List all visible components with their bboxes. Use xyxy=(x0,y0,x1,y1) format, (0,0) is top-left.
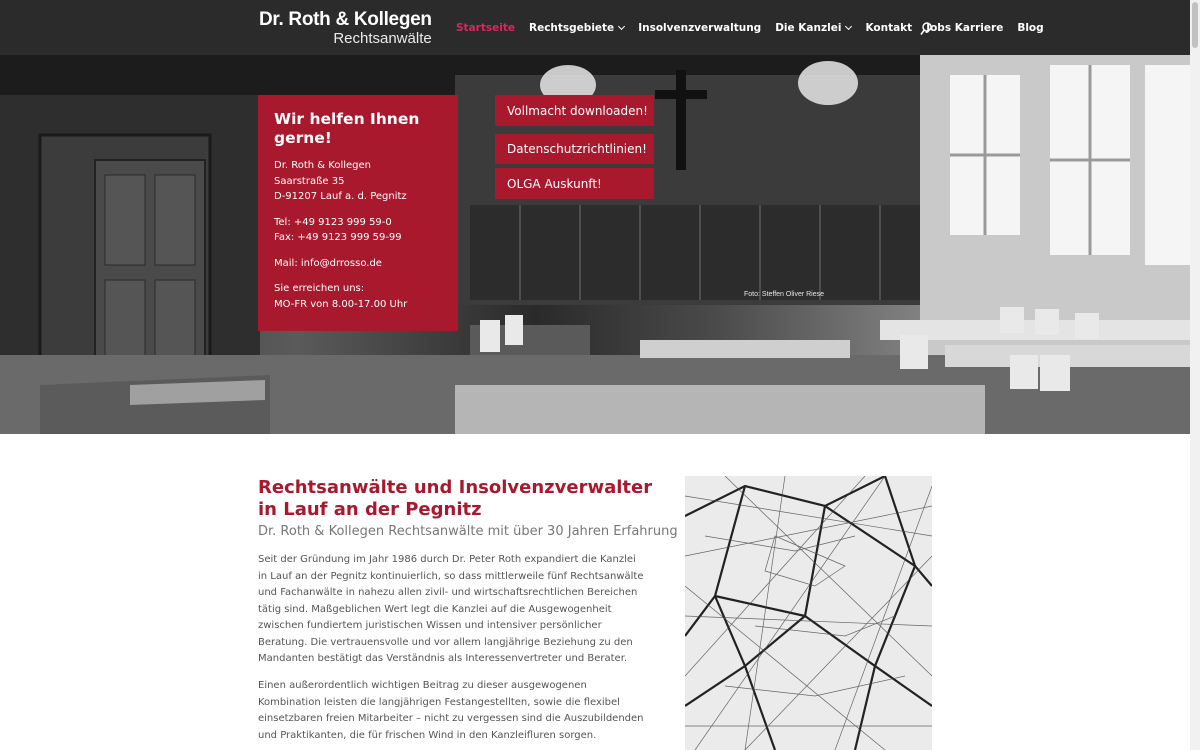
nav-item-kontakt[interactable] xyxy=(865,22,912,34)
contact-name: Dr. Roth & Kollegen xyxy=(274,160,372,171)
nav-label: Rechtsgebiete xyxy=(528,21,615,34)
scrollbar-thumb[interactable] xyxy=(1192,2,1198,48)
site-header xyxy=(0,0,1190,55)
contact-city: D-91207 Lauf a. d. Pegnitz xyxy=(274,191,407,202)
contact-box xyxy=(258,95,458,331)
contact-mail[interactable]: Mail: info@drrosso.de xyxy=(274,257,382,269)
main-nav xyxy=(456,0,1058,55)
nav-item-die-kanzlei[interactable] xyxy=(775,22,851,34)
contact-tel[interactable]: Tel: +49 9123 999 59-0 xyxy=(274,216,392,228)
nav-label: Die Kanzlei xyxy=(775,21,842,34)
olga-auskunft-button[interactable]: OLGA Auskunft! xyxy=(495,168,654,199)
contact-street: Saarstraße 35 xyxy=(274,175,345,187)
contact-hours-value: MO-FR von 8.00-17.00 Uhr xyxy=(274,298,408,310)
nav-item-blog[interactable] xyxy=(1017,22,1043,34)
logo-title: Dr. Roth & Kollegen xyxy=(259,9,432,30)
page-heading-line2: in Lauf an der Pegnitz xyxy=(258,499,482,520)
logo-subtitle: Rechtsanwälte xyxy=(333,30,432,47)
contact-hours xyxy=(274,281,442,312)
nav-item-rechtsgebiete[interactable] xyxy=(529,22,624,34)
nav-label: Insolvenzverwaltung xyxy=(638,21,762,34)
chevron-down-icon xyxy=(845,22,852,29)
nav-item-startseite[interactable] xyxy=(456,22,515,34)
scrollbar[interactable] xyxy=(1190,0,1200,750)
contact-email xyxy=(274,256,442,272)
nav-label: Kontakt xyxy=(865,21,913,34)
sculpture-image xyxy=(685,476,932,750)
chevron-down-icon xyxy=(618,22,625,29)
nav-item-insolvenzverwaltung[interactable] xyxy=(638,22,761,34)
page-subtitle: Dr. Roth & Kollegen Rechtsanwälte mit über 30 Jahren Erfahrung xyxy=(258,524,678,539)
contact-address xyxy=(274,158,442,205)
intro-paragraph-1: Seit der Gründung im Jahr 1986 durch Dr. Peter Roth expandiert die Kanzlei in Lauf an der Pegnitz kontinuierlich, so dass mittlerweile fünf Rechtsanwälte und Fachanwälte in nahezu allen zivil- und wirtschaftsrechtlichen Bereichen tätig sind. Maßgeblichen Wert legt die Kanzlei auf die Ausgewogenheit zwischen fundiertem juristischen Wissen und intensiver persönlicher Beratung. Die vertrauensvolle und vor allem langjährige Beziehung zu den Mandanten bestätigt das Verständnis als Interessenvertreter und Berater. xyxy=(258,554,644,664)
contact-fax: Fax: +49 9123 999 59-99 xyxy=(274,232,402,243)
logo[interactable] xyxy=(259,9,432,47)
nav-label: Jobs Karriere xyxy=(926,21,1004,34)
nav-label: Startseite xyxy=(456,21,515,34)
contact-title: Wir helfen Ihnen gerne! xyxy=(274,110,420,147)
page-heading-line1: Rechtsanwälte und Insolvenzverwalter xyxy=(258,477,653,498)
contact-hours-label: Sie erreichen uns: xyxy=(274,283,365,294)
web-sculpture-illustration xyxy=(685,476,932,750)
nav-label: Blog xyxy=(1017,21,1044,34)
page-heading xyxy=(258,477,658,521)
nav-item-jobs-karriere[interactable] xyxy=(926,22,1003,34)
vollmacht-download-button[interactable]: Vollmacht downloaden! xyxy=(495,95,654,126)
contact-phone xyxy=(274,215,442,246)
photo-credit: Foto: Steffen Oliver Riese xyxy=(744,291,825,298)
search-icon[interactable] xyxy=(920,22,932,36)
intro-paragraph-2: Einen außerordentlich wichtigen Beitrag zu dieser ausgewogenen Kombination leisten die langjährigen Festangestellten, sowie die flexibel einsetzbaren freien Mitarbeiter – nicht zu vergessen sind die Auszubildenden und Praktikanten, die für frischen Wind in den Kanzleifluren sorgen. xyxy=(258,680,644,741)
datenschutz-button[interactable]: Datenschutzrichtlinien! xyxy=(495,134,654,164)
